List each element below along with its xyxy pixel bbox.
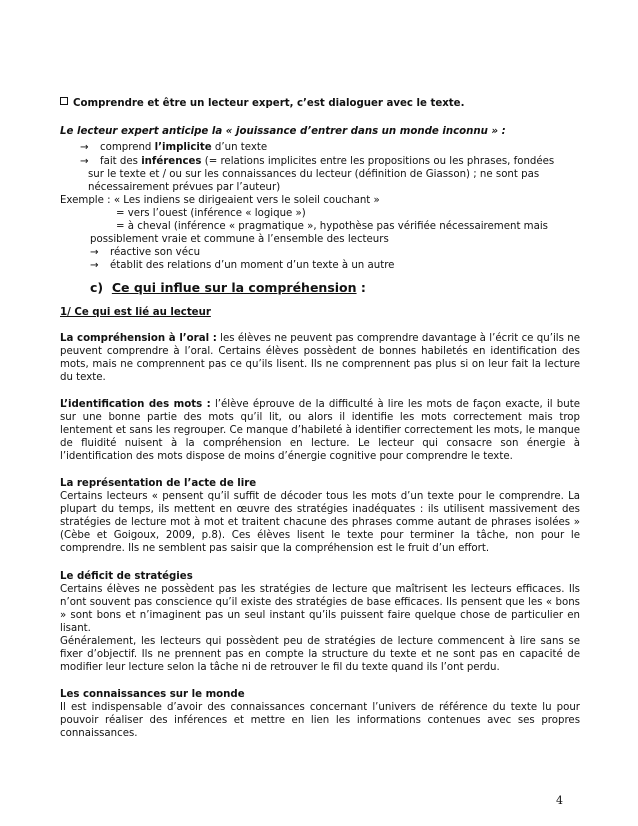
paragraph-identification: L’identification des mots : l’élève éprouve de la difficulté à lire les mots de façon exacte, il bute sur une bonne partie des mots qu’il lit, ou alors il identifie les mots correctement mais trop lentement et sans les regrouper. Ce manque d’habileté à identifier correctement les mots, le manque de fluidité nuisent à la compréhension en lecture. Le lecteur qui consacre son énergie à l’identification des mots dispose de moins d’énergie cognitive pour comprendre le texte. — [60, 399, 580, 462]
exemple-line-1: Exemple : « Les indiens se dirigeaient vers le soleil couchant » — [60, 195, 380, 206]
arrow-icon: → — [90, 260, 99, 271]
paragraph-deficit-2: Généralement, les lecteurs qui possèdent peu de stratégies de lecture commencent à lire sans se fixer d’objectif. Ils ne prennent pas en compte la structure du texte et ne sont pas en capacité de modifier leur lecture selon la tâche ni de retrouver le fil du texte quand ils l’ont perdu. — [60, 636, 580, 673]
arrow-icon: → — [80, 142, 89, 153]
inferences-line-2: sur le texte et / ou sur les connaissances du lecteur (définition de Giasson) ; ne sont pas — [88, 169, 540, 180]
section-c-heading: c) Ce qui influe sur la compréhension : — [90, 280, 366, 295]
reactive-line: → réactive son vécu — [90, 247, 201, 258]
paragraph-representation: Certains lecteurs « pensent qu’il suffit de décoder tous les mots d’un texte pour le comprendre. La plupart du temps, ils mettent en œuvre des stratégies inadéquates : ils utilisent massivement des stratégies de lecture mot à mot et traitent chacune des phrases comme autant de phrases isolées » (Cèbe et Goigoux, 2009, p.8). Ces élèves lisent le texte pour terminer la tâche, non pour le comprendre. Ils ne semblent pas saisir que la compréhension est le fruit d’un effort. — [60, 491, 580, 554]
subsection-lecteur: 1/ Ce qui est lié au lecteur — [60, 307, 211, 318]
exemple-line-2: = vers l’ouest (inférence « logique ») — [116, 208, 306, 219]
arrow-icon: → — [90, 247, 99, 258]
comprend-line: → comprend l’implicite d’un texte — [80, 142, 268, 153]
expert-intro: Le lecteur expert anticipe la « jouissance d’entrer dans un monde inconnu » : — [60, 126, 506, 137]
paragraph-connaissances: Il est indispensable d’avoir des connaissances concernant l’univers de référence du texte lu pour pouvoir réaliser des inférences et mettre en lien les informations contenues avec ses propres connaissances. — [60, 702, 580, 739]
heading-representation: La représentation de l’acte de lire — [60, 478, 257, 489]
square-bullet-icon — [60, 97, 68, 105]
exemple-line-4: possiblement vraie et commune à l’ensemble des lecteurs — [90, 234, 389, 245]
title-line: Comprendre et être un lecteur expert, c’est dialoguer avec le texte. — [60, 97, 464, 110]
paragraph-oral: La compréhension à l’oral : les élèves ne peuvent pas comprendre davantage à l’écrit ce qu’ils ne peuvent comprendre à l’oral. Certains élèves possèdent de bonnes habiletés en identification des mots, mais ne comprennent pas ce qu’ils lisent. Ils ne comprennent pas plus si on leur fait la lecture du texte. — [60, 333, 581, 383]
arrow-icon: → — [80, 156, 89, 167]
inferences-line-3: nécessairement prévues par l’auteur) — [88, 182, 281, 193]
page-number: 4 — [556, 794, 563, 807]
paragraph-deficit-1: Certains élèves ne possèdent pas les stratégies de lecture que maîtrisent les lecteurs efficaces. Ils n’ont souvent pas conscience qu’il existe des stratégies de base efficaces. Ils pensent que les « bons » sont bons et n’imaginent pas un seul instant qu’ils puissent faire quelque chose de particulier en lisant. — [60, 584, 580, 634]
inferences-line: → fait des inférences (= relations implicites entre les propositions ou les phrases, fondées — [80, 156, 555, 167]
heading-deficit: Le déficit de stratégies — [60, 571, 193, 582]
heading-connaissances: Les connaissances sur le monde — [60, 689, 245, 700]
etablit-line: → établit des relations d’un moment d’un texte à un autre — [90, 260, 395, 271]
exemple-line-3: = à cheval (inférence « pragmatique », hypothèse pas vérifiée nécessairement mais — [116, 221, 548, 232]
